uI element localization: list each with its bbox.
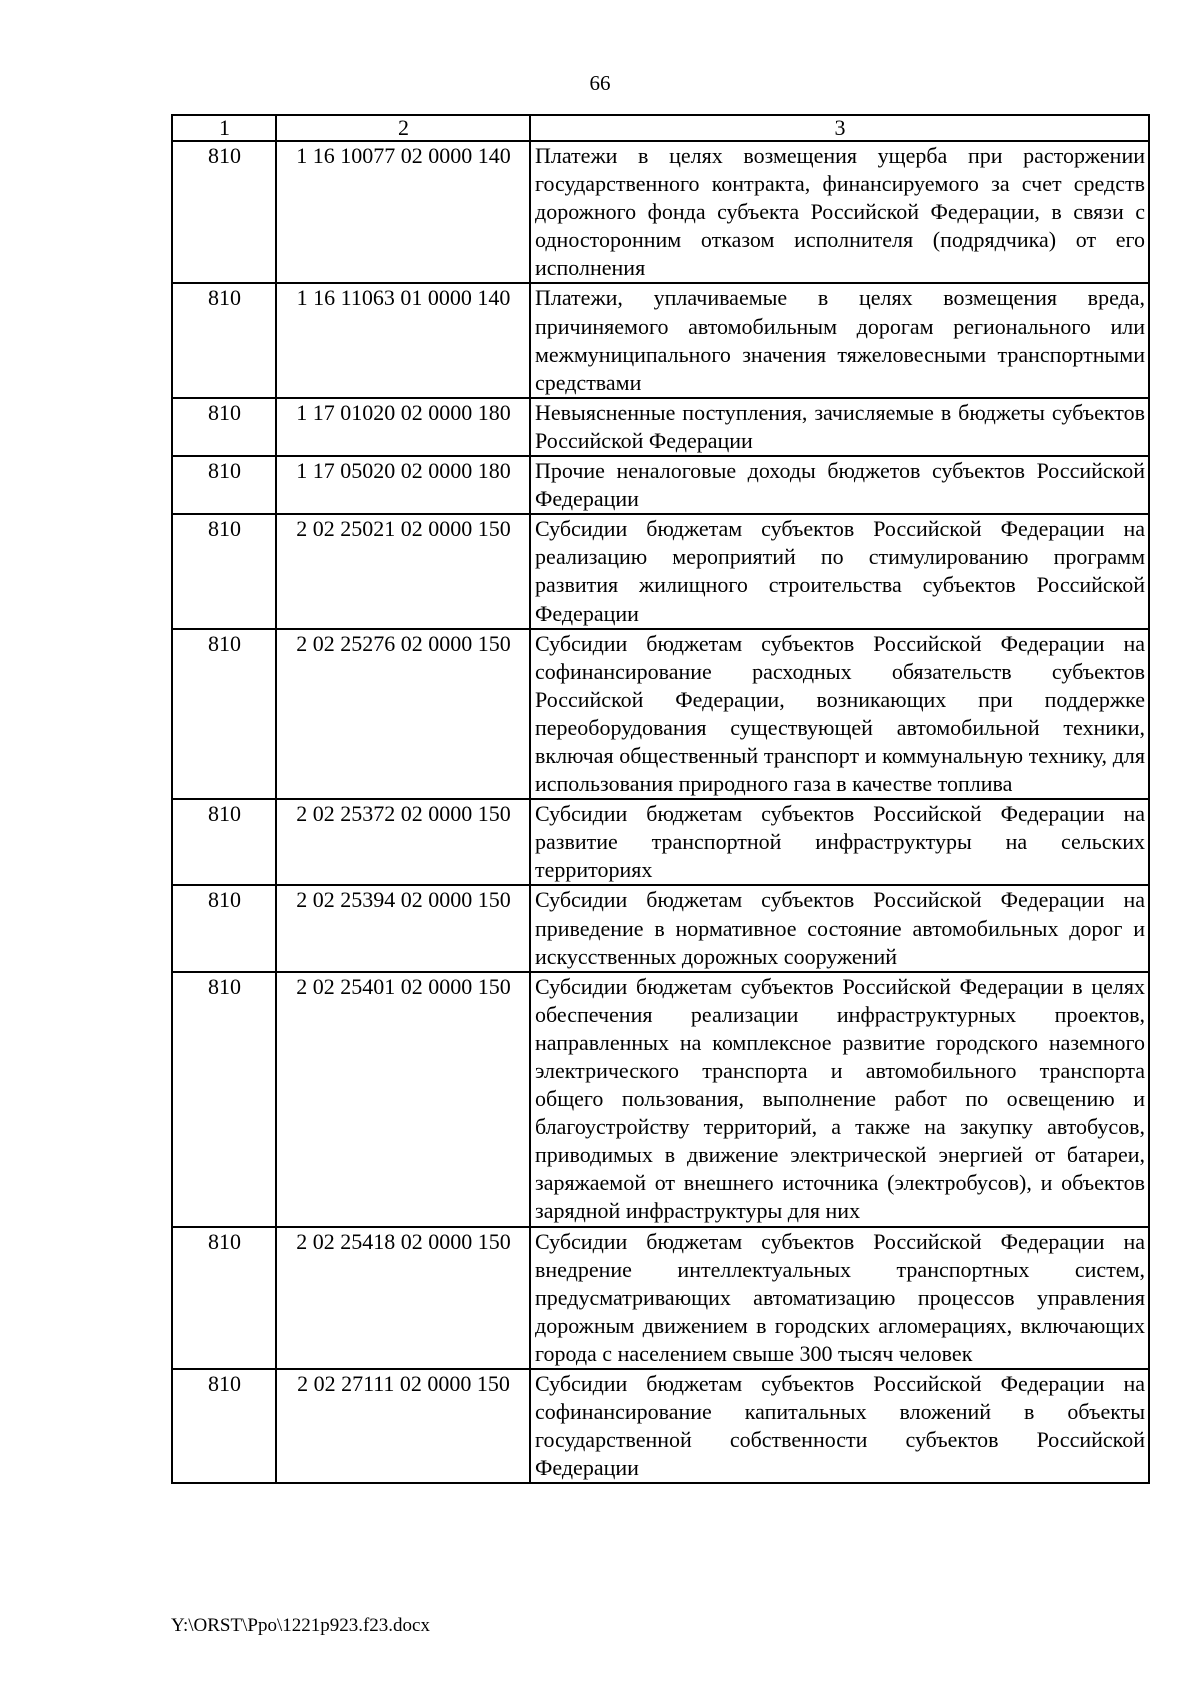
revenue-codes-table [171, 114, 1150, 1484]
column-header-1: 1 [172, 115, 276, 141]
description-cell: Субсидии бюджетам субъектов Российской Федерации в целях обеспечения реализации инфраструктурных проектов, направленных на комплексное развитие городского наземного электрического транспорта и автомобильного транспорта общего пользования, выполнение работ по освещению и благоустройству территорий, а также на закупку автобусов, приводимых в движение электрической энергией от батареи, заряжаемой от внешнего источника (электробусов), и объектов зарядной инфраструктуры для них [530, 972, 1149, 1227]
table-row [172, 514, 1149, 628]
table-row [172, 1369, 1149, 1483]
table-row [172, 398, 1149, 456]
admin-code-cell: 810 [172, 885, 276, 971]
description-cell: Субсидии бюджетам субъектов Российской Федерации на развитие транспортной инфраструктуры на сельских территориях [530, 799, 1149, 885]
revenue-code-cell: 1 16 11063 01 0000 140 [276, 283, 530, 397]
revenue-code-cell: 2 02 25021 02 0000 150 [276, 514, 530, 628]
table-row [172, 1227, 1149, 1369]
description-cell: Платежи, уплачиваемые в целях возмещения вреда, причиняемого автомобильным дорогам регионального или межмуниципального значения тяжеловесными транспортными средствами [530, 283, 1149, 397]
table-row [172, 283, 1149, 397]
admin-code-cell: 810 [172, 283, 276, 397]
revenue-code-cell: 2 02 25372 02 0000 150 [276, 799, 530, 885]
revenue-code-cell: 2 02 25401 02 0000 150 [276, 972, 530, 1227]
page-number: 66 [589, 71, 611, 95]
admin-code-cell: 810 [172, 141, 276, 283]
table-row [172, 456, 1149, 514]
description-cell: Субсидии бюджетам субъектов Российской Федерации на внедрение интеллектуальных транспортных систем, предусматривающих автоматизацию процессов управления дорожным движением в городских агломерациях, включающих города с населением свыше 300 тысяч человек [530, 1227, 1149, 1369]
column-header-3: 3 [530, 115, 1149, 141]
revenue-code-cell: 2 02 27111 02 0000 150 [276, 1369, 530, 1483]
description-cell: Невыясненные поступления, зачисляемые в бюджеты субъектов Российской Федерации [530, 398, 1149, 456]
description-cell: Платежи в целях возмещения ущерба при расторжении государственного контракта, финансируемого за счет средств дорожного фонда субъекта Российской Федерации, в связи с односторонним отказом исполнителя (подрядчика) от его исполнения [530, 141, 1149, 283]
admin-code-cell: 810 [172, 629, 276, 800]
description-cell: Субсидии бюджетам субъектов Российской Федерации на приведение в нормативное состояние автомобильных дорог и искусственных дорожных сооружений [530, 885, 1149, 971]
table-header-row [172, 115, 1149, 141]
table-row [172, 629, 1149, 800]
revenue-code-cell: 1 16 10077 02 0000 140 [276, 141, 530, 283]
revenue-code-cell: 1 17 01020 02 0000 180 [276, 398, 530, 456]
table-row [172, 141, 1149, 283]
admin-code-cell: 810 [172, 1369, 276, 1483]
admin-code-cell: 810 [172, 514, 276, 628]
admin-code-cell: 810 [172, 398, 276, 456]
admin-code-cell: 810 [172, 799, 276, 885]
description-cell: Субсидии бюджетам субъектов Российской Федерации на софинансирование капитальных вложений в объекты государственной собственности субъектов Российской Федерации [530, 1369, 1149, 1483]
column-header-2: 2 [276, 115, 530, 141]
footer-file-path: Y:\ORST\Ppo\1221p923.f23.docx [171, 1615, 430, 1636]
table-row [172, 972, 1149, 1227]
table-row [172, 799, 1149, 885]
revenue-code-cell: 2 02 25394 02 0000 150 [276, 885, 530, 971]
revenue-code-cell: 2 02 25418 02 0000 150 [276, 1227, 530, 1369]
revenue-code-cell: 2 02 25276 02 0000 150 [276, 629, 530, 800]
admin-code-cell: 810 [172, 1227, 276, 1369]
description-cell: Прочие неналоговые доходы бюджетов субъектов Российской Федерации [530, 456, 1149, 514]
admin-code-cell: 810 [172, 972, 276, 1227]
admin-code-cell: 810 [172, 456, 276, 514]
description-cell: Субсидии бюджетам субъектов Российской Федерации на софинансирование расходных обязательств субъектов Российской Федерации, возникающих при поддержке переоборудования существующей автомобильной техники, включая общественный транспорт и коммунальную технику, для использования природного газа в качестве топлива [530, 629, 1149, 800]
table-row [172, 885, 1149, 971]
revenue-code-cell: 1 17 05020 02 0000 180 [276, 456, 530, 514]
description-cell: Субсидии бюджетам субъектов Российской Федерации на реализацию мероприятий по стимулированию программ развития жилищного строительства субъектов Российской Федерации [530, 514, 1149, 628]
